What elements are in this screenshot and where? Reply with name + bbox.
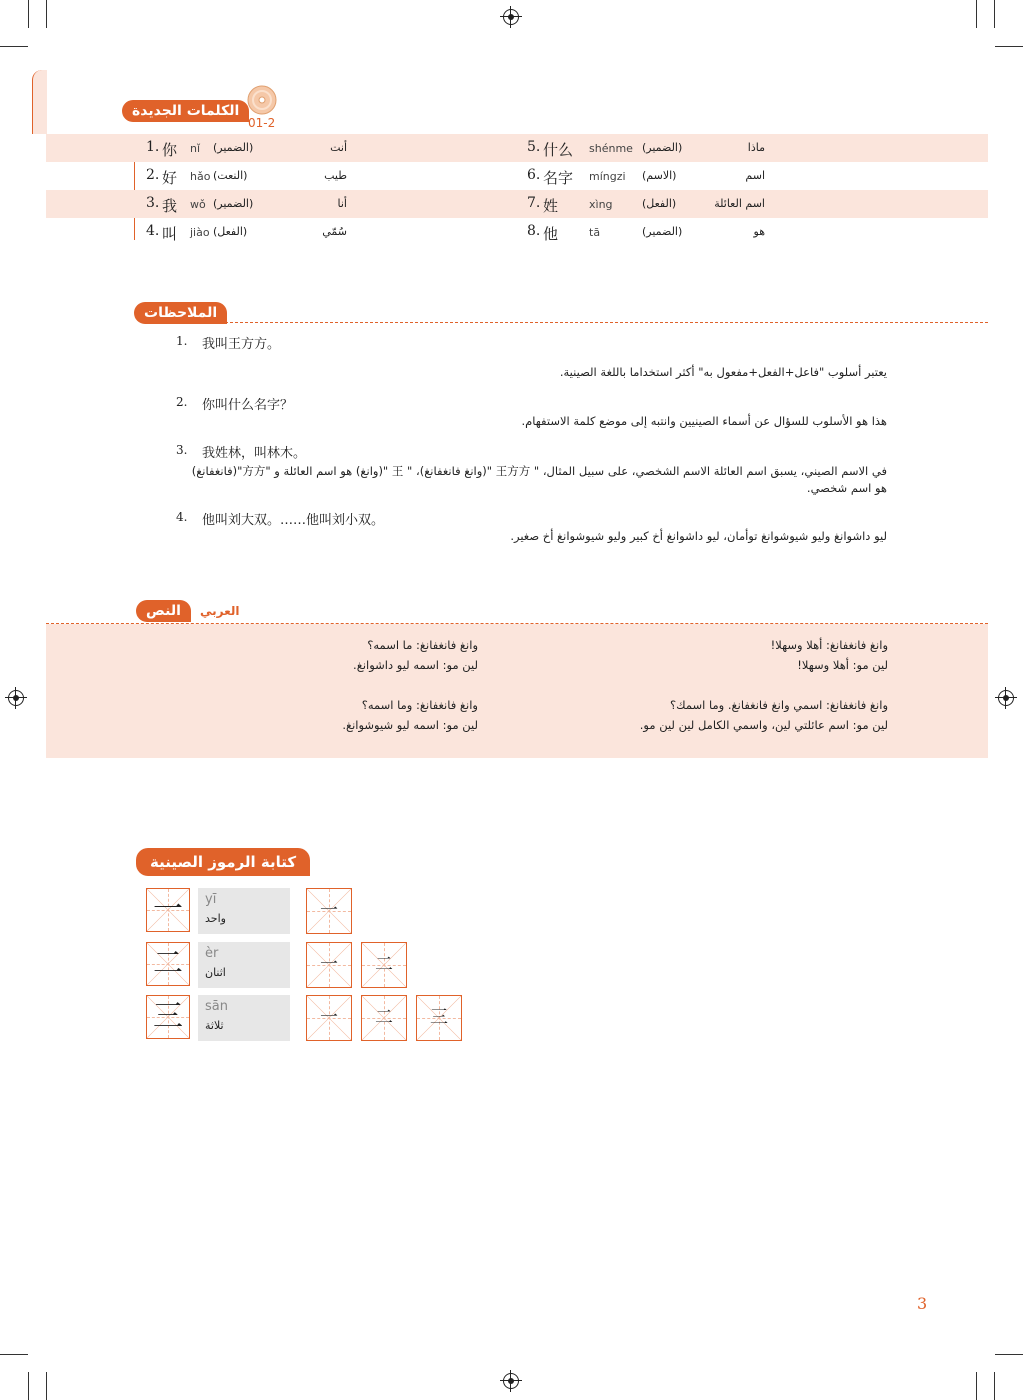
stroke-order-grid bbox=[306, 888, 352, 934]
vocab-hanzi: 好 bbox=[162, 169, 178, 187]
cd-icon bbox=[246, 84, 278, 116]
vocab-title: الكلمات الجديدة bbox=[122, 100, 249, 122]
vocab-number: 4. bbox=[146, 223, 160, 239]
character-meaning: واحد bbox=[205, 912, 226, 925]
registration-mark-icon bbox=[998, 690, 1014, 706]
character-info bbox=[198, 888, 290, 934]
character-pinyin: yī bbox=[205, 892, 217, 907]
character-grid bbox=[146, 942, 190, 986]
stroke-step: 二 bbox=[375, 954, 393, 975]
stroke-step: 一 bbox=[320, 900, 338, 921]
character-meaning: ثلاثة bbox=[205, 1019, 224, 1032]
page-number: 3 bbox=[917, 1294, 928, 1313]
note-number: 4. bbox=[176, 510, 188, 524]
vocab-pinyin: wǒ bbox=[190, 198, 206, 211]
stroke-order-grid bbox=[361, 942, 407, 988]
registration-mark-icon bbox=[503, 9, 519, 25]
vocab-meaning: أنا bbox=[337, 197, 347, 210]
vocab-hanzi: 他 bbox=[543, 225, 559, 243]
vocab-pinyin: míngzi bbox=[589, 170, 626, 183]
note-arabic: في الاسم الصيني، يسبق اسم العائلة الاسم الشخصي، على سبيل المثال، " 王方方 "(وانغ فانغفانغ)، " 王 "(وانغ) هو اسم العائلة و "方方"(فانغفانغ) bbox=[191, 464, 887, 478]
dialogue-line: لين مو: اسمه ليو شيوشوانغ. bbox=[342, 718, 478, 732]
stroke-step: 一 bbox=[320, 954, 338, 975]
note-chinese: 他叫刘大双。……他叫刘小双。 bbox=[202, 513, 385, 528]
vocab-row bbox=[46, 190, 988, 218]
vocab-meaning: أنت bbox=[330, 141, 347, 154]
text-subtitle: العربي bbox=[200, 604, 240, 618]
note-chinese: 我叫王方方。 bbox=[202, 337, 281, 352]
vocab-number: 8. bbox=[527, 223, 541, 239]
vocab-pinyin: tā bbox=[589, 226, 601, 239]
registration-mark-icon bbox=[503, 1373, 519, 1389]
vocab-number: 1. bbox=[146, 139, 160, 155]
vocab-pinyin: shénme bbox=[589, 142, 633, 155]
vocab-hanzi: 名字 bbox=[543, 169, 574, 187]
character-glyph: 一 bbox=[153, 892, 183, 927]
character-pinyin: èr bbox=[205, 946, 219, 961]
vocab-part-of-speech: (الضمير) bbox=[213, 197, 254, 210]
vocab-meaning: ماذا bbox=[747, 141, 765, 154]
vocab-part-of-speech: (الفعل) bbox=[213, 225, 248, 238]
vocab-hanzi: 姓 bbox=[543, 197, 559, 215]
notes-divider bbox=[210, 322, 988, 323]
vocab-part-of-speech: (الفعل) bbox=[642, 197, 677, 210]
registration-mark-icon bbox=[8, 690, 24, 706]
stroke-order-grid bbox=[416, 995, 462, 1041]
note-arabic: هذا هو الأسلوب للسؤال عن أسماء الصينيين وانتبه إلى موضع كلمة الاستفهام. bbox=[521, 414, 887, 428]
note-arabic: هو اسم شخصي. bbox=[806, 481, 887, 495]
vocab-pinyin: hǎo bbox=[190, 170, 211, 183]
vocab-meaning: اسم العائلة bbox=[714, 197, 765, 210]
note-chinese: 我姓林，叫林木。 bbox=[202, 446, 307, 461]
vocab-row bbox=[46, 162, 988, 190]
vocab-part-of-speech: (الاسم) bbox=[642, 169, 677, 182]
character-grid bbox=[146, 888, 190, 932]
vocab-meaning: اسم bbox=[745, 169, 765, 182]
note-number: 2. bbox=[176, 395, 188, 409]
vocab-number: 7. bbox=[527, 195, 541, 211]
note-number: 3. bbox=[176, 443, 188, 457]
dialogue-line: لين مو: اسم عائلتي لين، واسمي الكامل لين لين مو. bbox=[639, 718, 888, 732]
dialogue-line: وانغ فانغفانغ: ما اسمه؟ bbox=[367, 638, 478, 652]
note-number: 1. bbox=[176, 334, 188, 348]
character-info bbox=[198, 995, 290, 1041]
dialogue-box bbox=[46, 624, 988, 758]
vocab-hanzi: 你 bbox=[162, 141, 178, 159]
vocab-hanzi: 什么 bbox=[543, 141, 574, 159]
vocab-part-of-speech: (الضمير) bbox=[642, 225, 683, 238]
note-arabic: يعتبر أسلوب "فاعل+الفعل+مفعول به" أكثر استخداما باللغة الصينية. bbox=[559, 365, 887, 379]
stroke-step: 三 bbox=[430, 1007, 448, 1028]
character-glyph: 二 bbox=[153, 946, 183, 981]
vocab-meaning: سُمّي bbox=[322, 225, 347, 238]
vocab-number: 5. bbox=[527, 139, 541, 155]
vocab-pinyin: nǐ bbox=[190, 142, 201, 155]
vocab-hanzi: 叫 bbox=[162, 225, 178, 243]
track-number: 01-2 bbox=[248, 116, 276, 130]
note-chinese: 你叫什么名字？ bbox=[202, 398, 294, 413]
vocab-pinyin: jiào bbox=[190, 226, 210, 239]
text-title: النص bbox=[136, 600, 191, 622]
vocab-row bbox=[46, 218, 988, 246]
chapter-tab bbox=[32, 70, 47, 134]
vocab-hanzi: 我 bbox=[162, 197, 178, 215]
notes-title: الملاحظات bbox=[134, 302, 227, 324]
vocab-row bbox=[46, 134, 988, 162]
vocab-part-of-speech: (النعت) bbox=[213, 169, 248, 182]
vocab-part-of-speech: (الضمير) bbox=[642, 141, 683, 154]
vocab-pinyin: xìng bbox=[589, 198, 613, 211]
vocab-number: 3. bbox=[146, 195, 160, 211]
stroke-order-grid bbox=[306, 942, 352, 988]
character-glyph: 三 bbox=[153, 999, 183, 1034]
vocab-part-of-speech: (الضمير) bbox=[213, 141, 254, 154]
writing-title: كتابة الرموز الصينية bbox=[136, 848, 310, 876]
character-grid bbox=[146, 995, 190, 1039]
character-pinyin: sān bbox=[205, 999, 228, 1014]
stroke-step: 一 bbox=[320, 1007, 338, 1028]
character-info bbox=[198, 942, 290, 988]
vocab-number: 2. bbox=[146, 167, 160, 183]
vocab-meaning: طيب bbox=[324, 169, 347, 182]
character-meaning: اثنان bbox=[205, 966, 226, 979]
vocab-meaning: هو bbox=[753, 225, 765, 238]
stroke-step: 二 bbox=[375, 1007, 393, 1028]
vocab-number: 6. bbox=[527, 167, 541, 183]
dialogue-line: لين مو: اسمه ليو داشوانغ. bbox=[353, 658, 478, 672]
dialogue-line: وانغ فانغفانغ: أهلا وسهلا! bbox=[770, 638, 888, 652]
dialogue-line: وانغ فانغفانغ: اسمي وانغ فانغفانغ. وما اسمك؟ bbox=[670, 698, 888, 712]
note-arabic: ليو داشوانغ وليو شيوشوانغ توأمان، ليو داشوانغ أخ كبير وليو شيوشوانغ أخ صغير. bbox=[510, 529, 887, 543]
dialogue-line: لين مو: أهلا وسهلا! bbox=[797, 658, 888, 672]
stroke-order-grid bbox=[306, 995, 352, 1041]
dialogue-line: وانغ فانغفانغ: وما اسمه؟ bbox=[361, 698, 478, 712]
stroke-order-grid bbox=[361, 995, 407, 1041]
